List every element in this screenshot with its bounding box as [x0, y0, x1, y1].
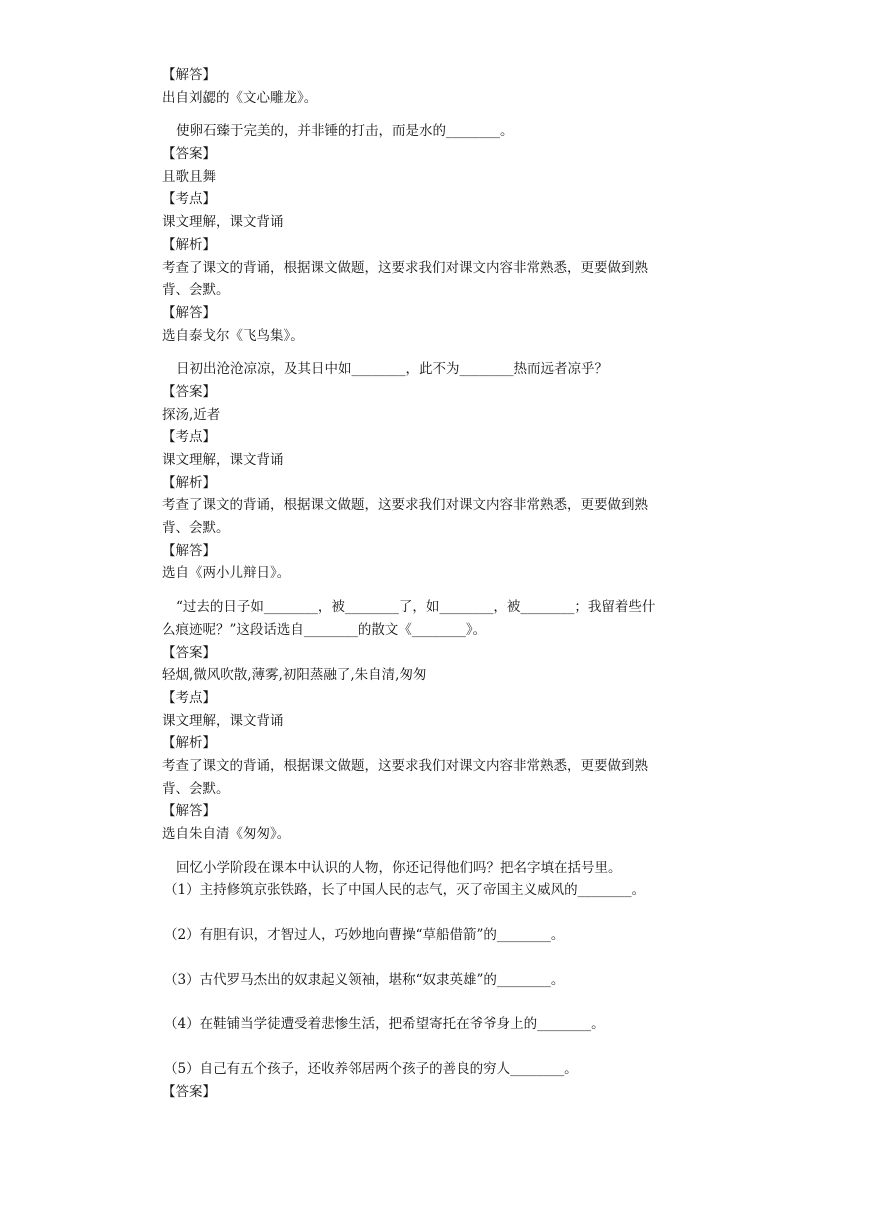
jieda-text: 出自刘勰的《文心雕龙》。 — [162, 89, 318, 106]
label-kaodian: 【考点】 — [162, 689, 216, 706]
kaodian-text: 课文理解，课文背诵 — [162, 452, 284, 468]
question-4-item-1: （1）主持修筑京张铁路，长了中国人民的志气，灭了帝国主义威风的________。 — [164, 882, 646, 899]
label-daan: 【答案】 — [162, 1083, 216, 1100]
question-2: 日初出沧沧凉凉，及其日中如________，此不为________热而远者凉乎？ — [176, 361, 608, 378]
jiexi-text-2: 背、会默。 — [162, 520, 230, 537]
jieda-text: 选自朱自清《匆匆》。 — [162, 826, 291, 842]
label-jieda: 【解答】 — [162, 803, 216, 820]
label-jieda: 【解答】 — [162, 67, 216, 83]
label-jiexi: 【解析】 — [162, 236, 216, 253]
question-3-line-1: “过去的日子如________，被________了，如________，被________；我留着些什 — [176, 599, 656, 616]
question-1: 使卵石臻于完美的，并非锤的打击，而是水的________。 — [176, 123, 514, 140]
label-kaodian: 【考点】 — [162, 191, 216, 208]
label-kaodian: 【考点】 — [162, 429, 216, 446]
label-daan: 【答案】 — [162, 146, 216, 163]
label-daan: 【答案】 — [162, 644, 216, 661]
question-4-item-4: （4）在鞋铺当学徒遭受着悲惨生活，把希望寄托在爷爷身上的________。 — [164, 1016, 605, 1033]
question-4-item-3: （3）古代罗马杰出的奴隶起义领袖，堪称“奴隶英雄”的________。 — [164, 971, 565, 988]
jiexi-text-1: 考查了课文的背诵，根据课文做题，这要求我们对课文内容非常熟悉，更要做到熟 — [162, 259, 648, 276]
kaodian-text: 课文理解，课文背诵 — [162, 214, 284, 231]
daan-text: 探汤,近者 — [162, 406, 221, 423]
jieda-text: 选自泰戈尔《飞鸟集》。 — [162, 327, 304, 344]
kaodian-text: 课文理解，课文背诵 — [162, 712, 284, 729]
jieda-text: 选自《两小儿辩日》。 — [162, 565, 291, 582]
jiexi-text-2: 背、会默。 — [162, 282, 230, 299]
question-4-item-2: （2）有胆有识，才智过人，巧妙地向曹操“草船借箭”的________。 — [164, 927, 565, 944]
jiexi-text-2: 背、会默。 — [162, 780, 230, 797]
daan-text: 轻烟,微风吹散,薄雾,初阳蒸融了,朱自清,匆匆 — [162, 667, 427, 684]
document-page — [162, 64, 762, 1104]
label-daan: 【答案】 — [162, 383, 216, 400]
question-4-intro: 回忆小学阶段在课本中认识的人物，你还记得他们吗？把名字填在括号里。 — [176, 859, 622, 876]
jiexi-text-1: 考查了课文的背诵，根据课文做题，这要求我们对课文内容非常熟悉，更要做到熟 — [162, 757, 648, 774]
question-3-line-2: 么痕迹呢？”这段话选自________的散文《________》。 — [162, 621, 487, 638]
label-jieda: 【解答】 — [162, 304, 216, 321]
jiexi-text-1: 考查了课文的背诵，根据课文做题，这要求我们对课文内容非常熟悉，更要做到熟 — [162, 497, 648, 514]
label-jiexi: 【解析】 — [162, 735, 216, 752]
label-jiexi: 【解析】 — [162, 474, 216, 491]
question-4-item-5: （5）自己有五个孩子，还收养邻居两个孩子的善良的穷人________。 — [164, 1061, 578, 1078]
daan-text: 且歌且舞 — [162, 168, 216, 185]
label-jieda: 【解答】 — [162, 542, 216, 559]
